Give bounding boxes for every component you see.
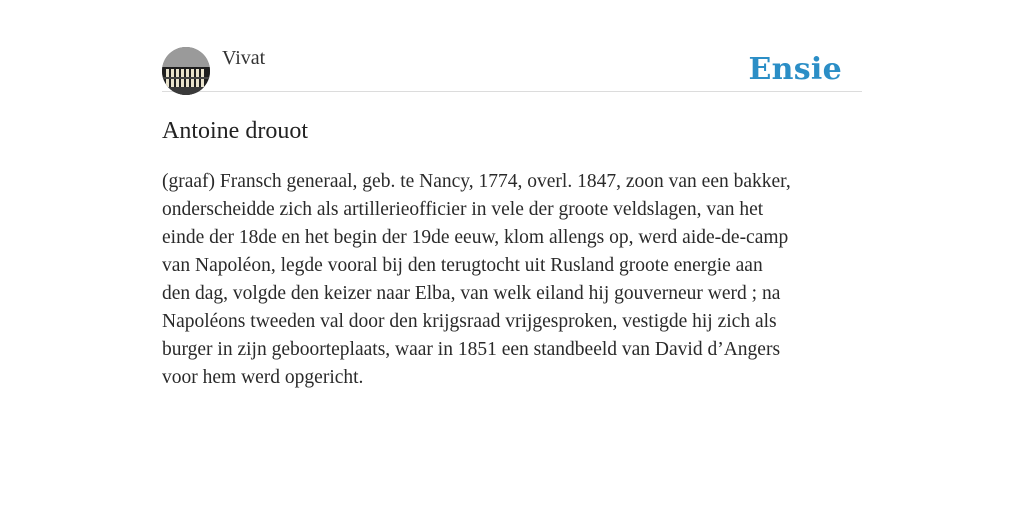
- header: [162, 46, 862, 92]
- body-line: burger in zijn geboorteplaats, waar in 1851 een standbeeld van David d’Angers: [162, 339, 781, 360]
- article-title: Antoine drouot: [162, 118, 308, 144]
- body-line: voor hem werd opgericht.: [162, 367, 364, 388]
- typewriter-icon: [162, 47, 210, 95]
- body-line: Napoléons tweeden val door den krijgsraad vrijgesproken, vestigde hij zich als: [162, 311, 777, 332]
- author-avatar[interactable]: [162, 47, 210, 95]
- body-line: den dag, volgde den keizer naar Elba, van welk eiland hij gouverneur werd ; na: [162, 283, 781, 304]
- body-line: onderscheidde zich als artillerieofficier in vele der groote veldslagen, van het: [162, 199, 764, 220]
- article-body: [162, 168, 862, 392]
- body-line: van Napoléon, legde vooral bij den terugtocht uit Rusland groote energie aan: [162, 255, 763, 276]
- site-logo[interactable]: Ensie: [748, 52, 842, 87]
- body-line: einde der 18de en het begin der 19de eeuw, klom allengs op, werd aide-de-camp: [162, 227, 789, 248]
- body-line: (graaf) Fransch generaal, geb. te Nancy, 1774, overl. 1847, zoon van een bakker,: [162, 171, 791, 192]
- author-name[interactable]: Vivat: [222, 47, 266, 69]
